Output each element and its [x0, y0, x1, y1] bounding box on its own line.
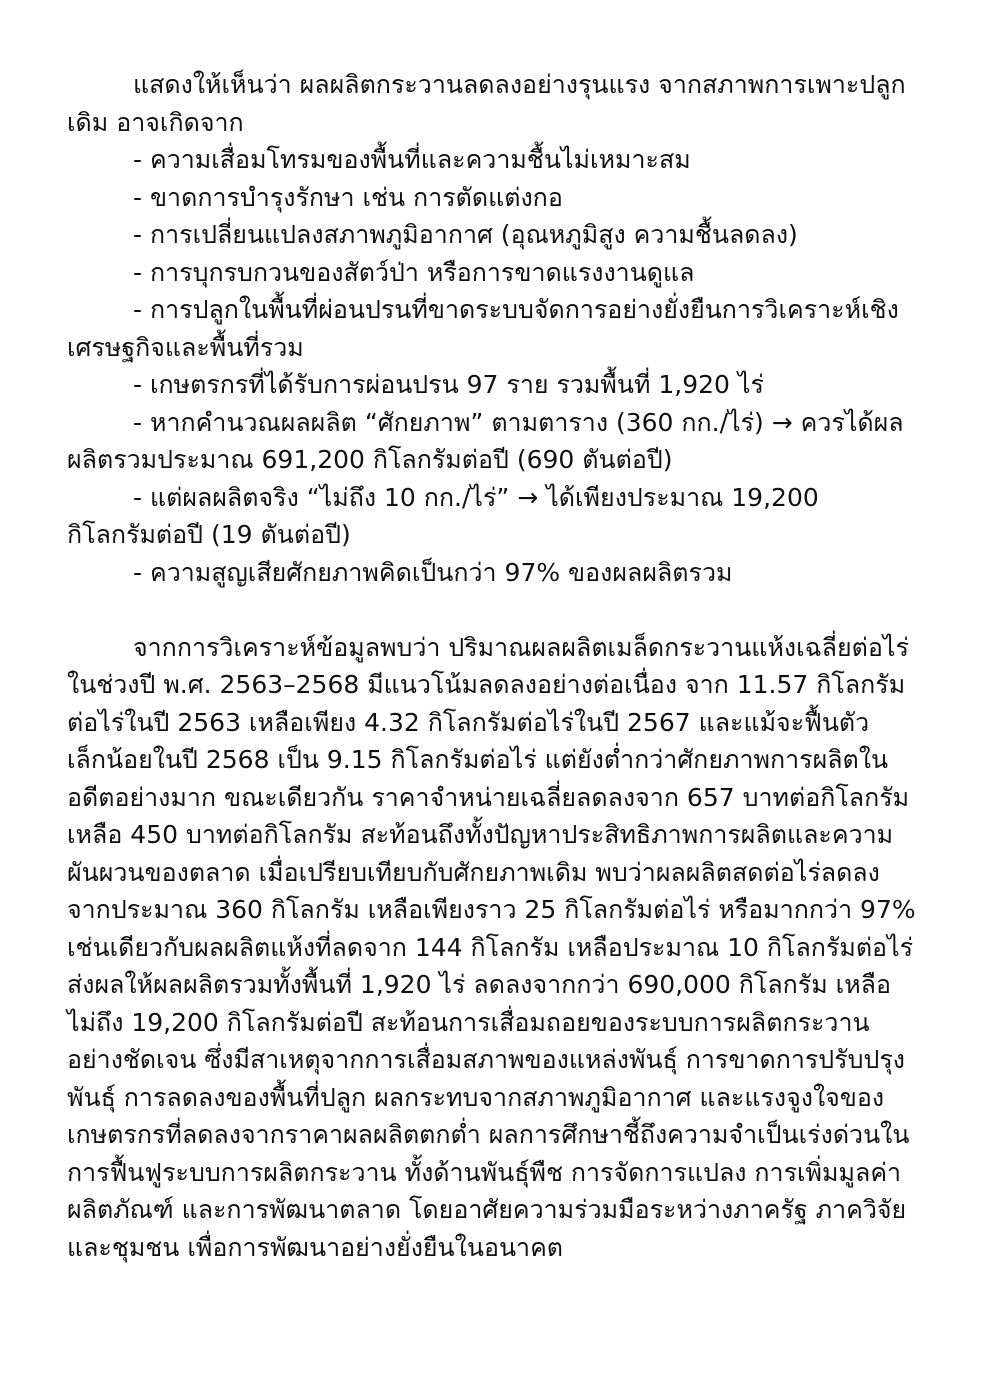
cause-bullet: - การปลูกในพื้นที่ผ่อนปรนที่ขาดระบบจัดการอย่างยั่งยืนการวิเคราะห์เชิง — [133, 295, 899, 324]
intro-line: เดิม อาจเกิดจาก — [67, 107, 244, 137]
analysis-line: และชุมชน เพื่อการพัฒนาอย่างยั่งยืนในอนาคต — [67, 1232, 564, 1262]
cause-bullet: - ความเสื่อมโทรมของพื้นที่และความชื้นไม่เหมาะสม — [133, 145, 691, 174]
analysis-line: ส่งผลให้ผลผลิตรวมทั้งพื้นที่ 1,920 ไร่ ลดลงจากกว่า 690,000 กิโลกรัม เหลือ — [67, 970, 892, 999]
analysis-line: เหลือ 450 บาทต่อกิโลกรัม สะท้อนถึงทั้งปัญหาประสิทธิภาพการผลิตและความ — [67, 820, 894, 849]
stat-bullet: - แต่ผลผลิตจริง “ไม่ถึง 10 กก./ไร่” → ได้เพียงประมาณ 19,200 — [133, 482, 819, 512]
cause-bullet: - การบุกรบกวนของสัตว์ป่า หรือการขาดแรงงานดูแล — [133, 257, 695, 287]
stat-bullet-continuation: กิโลกรัมต่อปี (19 ตันต่อปี) — [67, 520, 351, 549]
stat-bullet-continuation: ผลิตรวมประมาณ 691,200 กิโลกรัมต่อปี (690 ตันต่อปี) — [67, 445, 673, 474]
analysis-line: เช่นเดียวกับผลผลิตแห้งที่ลดจาก 144 กิโลกรัม เหลือประมาณ 10 กิโลกรัมต่อไร่ — [67, 932, 914, 962]
cause-bullet-continuation: เศรษฐกิจและพื้นที่รวม — [67, 332, 304, 362]
analysis-line: อดีตอย่างมาก ขณะเดียวกัน ราคาจำหน่ายเฉลี่ยลดลงจาก 657 บาทต่อกิโลกรัม — [67, 782, 910, 812]
paragraph-gap — [67, 591, 933, 629]
analysis-line: จากการวิเคราะห์ข้อมูลพบว่า ปริมาณผลผลิตเมล็ดกระวานแห้งเฉลี่ยต่อไร่ — [133, 632, 909, 662]
analysis-line: การฟื้นฟูระบบการผลิตกระวาน ทั้งด้านพันธุ์พืช การจัดการแปลง การเพิ่มมูลค่า — [67, 1157, 902, 1187]
analysis-line: ในช่วงปี พ.ศ. 2563–2568 มีแนวโน้มลดลงอย่างต่อเนื่อง จาก 11.57 กิโลกรัม — [67, 670, 906, 699]
analysis-line: อย่างชัดเจน ซึ่งมีสาเหตุจากการเสื่อมสภาพของแหล่งพันธุ์ การขาดการปรับปรุง — [67, 1045, 905, 1074]
cause-bullet: - การเปลี่ยนแปลงสภาพภูมิอากาศ (อุณหภูมิสูง ความชื้นลดลง) — [133, 220, 798, 249]
document-page — [67, 66, 933, 1266]
cause-bullet: - ขาดการบำรุงรักษา เช่น การตัดแต่งกอ — [133, 182, 563, 212]
stat-bullet: - ความสูญเสียศักยภาพคิดเป็นกว่า 97% ของผลผลิตรวม — [133, 557, 733, 587]
analysis-line: เกษตรกรที่ลดลงจากราคาผลผลิตตกต่ำ ผลการศึกษาชี้ถึงความจำเป็นเร่งด่วนใน — [67, 1120, 910, 1149]
stat-bullet: - เกษตรกรที่ได้รับการผ่อนปรน 97 ราย รวมพื้นที่ 1,920 ไร่ — [133, 370, 764, 399]
analysis-line: จากประมาณ 360 กิโลกรัม เหลือเพียงราว 25 กิโลกรัมต่อไร่ หรือมากกว่า 97% — [67, 895, 916, 924]
analysis-line: ผลิตภัณฑ์ และการพัฒนาตลาด โดยอาศัยความร่วมมือระหว่างภาครัฐ ภาควิจัย — [67, 1195, 907, 1224]
analysis-line: เล็กน้อยในปี 2568 เป็น 9.15 กิโลกรัมต่อไร่ แต่ยังต่ำกว่าศักยภาพการผลิตใน — [67, 745, 889, 774]
analysis-line: ไม่ถึง 19,200 กิโลกรัมต่อปี สะท้อนการเสื่อมถอยของระบบการผลิตกระวาน — [67, 1007, 870, 1037]
analysis-line: ผันผวนของตลาด เมื่อเปรียบเทียบกับศักยภาพเดิม พบว่าผลผลิตสดต่อไร่ลดลง — [67, 857, 880, 887]
intro-line: แสดงให้เห็นว่า ผลผลิตกระวานลดลงอย่างรุนแรง จากสภาพการเพาะปลูก — [133, 70, 906, 99]
analysis-line: ต่อไร่ในปี 2563 เหลือเพียง 4.32 กิโลกรัมต่อไร่ในปี 2567 และแม้จะฟื้นตัว — [67, 707, 870, 737]
analysis-paragraph — [67, 629, 933, 1267]
stat-bullet: - หากคำนวณผลผลิต “ศักยภาพ” ตามตาราง (360 กก./ไร่) → ควรได้ผล — [133, 407, 904, 437]
analysis-line: พันธุ์ การลดลงของพื้นที่ปลูก ผลกระทบจากสภาพภูมิอากาศ และแรงจูงใจของ — [67, 1082, 885, 1112]
